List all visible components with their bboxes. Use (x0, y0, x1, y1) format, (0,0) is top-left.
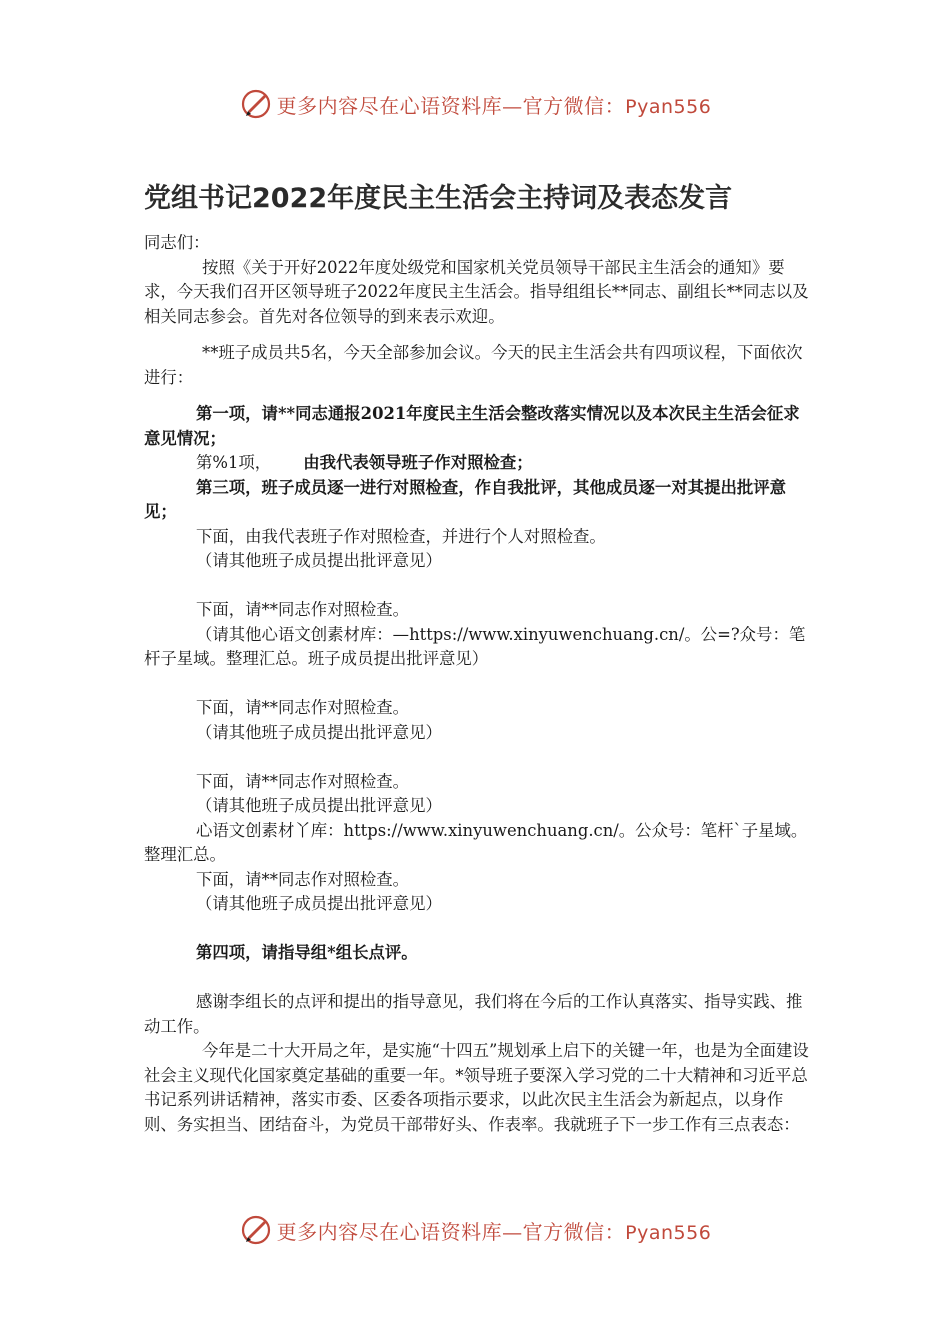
paragraph: 下面，请**同志作对照检查。 (196, 600, 410, 619)
agenda-item-2: 第%1项， 由我代表领导班子作对照检查； (196, 453, 533, 472)
salutation: 同志们： (144, 233, 210, 252)
paragraph: （请其他班子成员提出批评意见） (196, 796, 442, 815)
document-body (144, 231, 814, 1137)
paragraph: （请其他班子成员提出批评意见） (196, 551, 442, 570)
watermark-paragraph: 心语文创素材丫库：https://www.xinyuwenchuang.cn/。公众号：笔杆`子星域。整理汇总。 (144, 820, 808, 864)
paragraph: （请其他班子成员提出批评意见） (196, 894, 442, 913)
paragraph: 下面，请**同志作对照检查。 (196, 869, 410, 889)
paragraph: 按照《关于开好2022年度处级党和国家机关党员领导干部民主生活会的通知》要求，今天我们召开区领导班子2022年度民主生活会。指导组组长**同志、副组长**同志以及相关同志参会。首先对各位领导的到来表示欢迎。 (144, 257, 809, 326)
agenda-item-1: 第一项，请**同志通报2021年度民主生活会整改落实情况以及本次民主生活会征求意见情况； (144, 404, 800, 448)
pen-logo-icon (239, 87, 273, 121)
paragraph: **班子成员共5名，今天全部参加会议。今天的民主生活会共有四项议程，下面依次进行： (144, 343, 803, 387)
pen-logo-icon (239, 1213, 273, 1247)
paragraph: 下面，由我代表班子作对照检查，并进行个人对照检查。 (196, 526, 606, 546)
paragraph: （请其他班子成员提出批评意见） (196, 722, 442, 742)
paragraph: 感谢李组长的点评和提出的指导意见，我们将在今后的工作认真落实、指导实践、推动工作。 (144, 992, 803, 1036)
header-watermark-banner (0, 84, 950, 124)
agenda-item-3: 第三项，班子成员逐一进行对照检查，作自我批评，其他成员逐一对其提出批评意见； (144, 477, 787, 521)
paragraph: 下面，请**同志作对照检查。 (196, 771, 410, 791)
footer-watermark-banner (0, 1210, 950, 1250)
document-title: 党组书记2022年度民主生活会主持词及表态发言 (144, 183, 733, 214)
paragraph: 今年是二十大开局之年，是实施“十四五”规划承上启下的关键一年，也是为全面建设社会主义现代化国家奠定基础的重要一年。*领导班子要深入学习党的二十大精神和习近平总书记系列讲话精神，落实市委、区委各项指示要求，以此次民主生活会为新起点，以身作则、务实担当、团结奋斗，为党员干部带好头、作表率。我就班子下一步工作有三点表态： (144, 1041, 809, 1134)
watermark-paragraph: （请其他心语文创素材库：—https://www.xinyuwenchuang.cn/。公=?众号：笔杆子星域。整理汇总。班子成员提出批评意见） (144, 624, 806, 668)
banner-text: 更多内容尽在心语资料库—官方微信：Pyan556 (276, 93, 712, 118)
banner-text: 更多内容尽在心语资料库—官方微信：Pyan556 (276, 1219, 712, 1244)
paragraph: 下面，请**同志作对照检查。 (196, 698, 410, 717)
agenda-item-4: 第四项，请指导组*组长点评。 (196, 943, 418, 962)
